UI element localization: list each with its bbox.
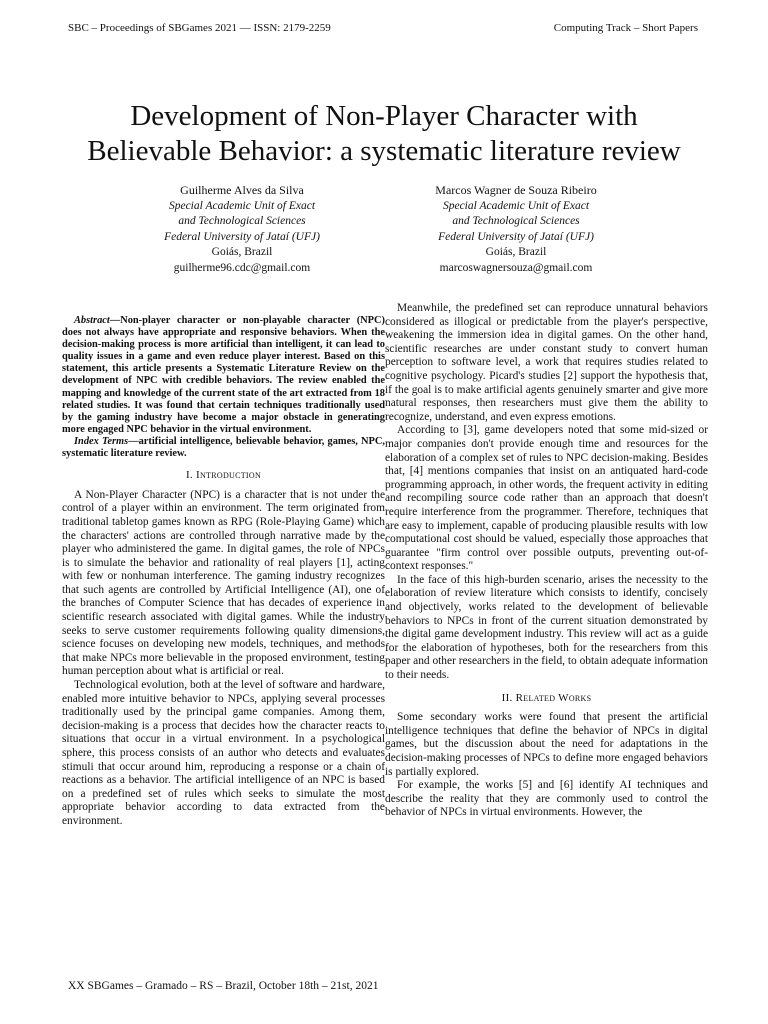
title-line-1: Development of Non-Player Character with: [130, 100, 638, 132]
paragraph: In the face of this high-burden scenario, arises the necessity to the elaboration of review literature which consists to identify, concisely and objectively, works related to the development of believable behaviors to NPCs in front of the current situation demonstrated by the digital game development industry. This review will act as a guide for the elaboration of hypotheses, both for the researchers from this paper and other researchers in the field, to obtain adequate information to their needs.: [385, 573, 708, 682]
abstract: [62, 315, 385, 436]
paragraph: Some secondary works were found that present the artificial intelligence techniques that define the behavior of NPCs in digital games, but the discussion about the need for adaptations in the decision-making processes of NPCs to define more engaged behaviors is partially explored.: [385, 711, 708, 778]
author-name: Guilherme Alves da Silva: [180, 183, 304, 197]
author-email: marcoswagnersouza@gmail.com: [439, 261, 593, 274]
paragraph: According to [3], game developers noted that some mid-sized or major companies don't provide enough time and resources for the elaboration of a complex set of rules to NPC decision-making. Besides that, [4] mentions companies that insist on an antiquated hard-code programming approach, in other words, the frequent activity in editing and recompiling source code rather than an approach that doesn't require interference from the programmer. Therefore, techniques that are easy to implement, capable of producing plausible results with low computational cost should be valued, especially those approaches that guarantee "firm control over possible outputs, preventing out-of-context responses.": [385, 424, 708, 573]
title-line-2: Believable Behavior: a systematic literature review: [87, 135, 681, 167]
index-terms-text: —artificial intelligence, believable behavior, games, NPC, systematic literature review.: [62, 435, 385, 460]
abstract-text: —Non-player character or non-playable character (NPC) does not always have appropriate and responsive behaviors. When the decision-making process is more artificial than intelligent, it can lead to quality issues in a game and even reduce player interest. Based on this statement, this article presents a Systematic Literature Review on the development of NPC with credible behaviors. The review enabled the mapping and knowledge of the current state of the art extracted from 18 related studies. It was found that certain techniques traditionally used by the gaming industry have become a major obstacle in generating more engaged NPC behavior in the virtual environment.: [62, 315, 385, 435]
author-affiliation: Federal University of Jataí (UFJ): [438, 230, 594, 243]
index-terms-label: Index Terms: [74, 435, 129, 447]
index-terms: [62, 436, 385, 460]
paper-title: [40, 99, 728, 169]
author-affiliation: Special Academic Unit of Exact: [442, 199, 590, 212]
author-block-2: [366, 183, 666, 276]
page-footer: XX SBGames – Gramado – RS – Brazil, October 18th – 21st, 2021: [68, 980, 379, 992]
paragraph: Meanwhile, the predefined set can reproduce unnatural behaviors considered as illogical or predictable from the player's perspective, weakening the immersion idea in digital games. On the other hand, scientific researches are under constant study to convert human perception to software level, a work that requires studies related to cognitive psychology. Picard's studies [2] support the hypothesis that, if the goal is to make artificial agents genuinely smarter and give more natural responses, then researchers must give them the ability to recognize, understand, and even express emotions.: [385, 302, 708, 423]
paragraph: A Non-Player Character (NPC) is a character that is not under the control of a player within an environment. The term originated from traditional tabletop games known as RPG (Role-Playing Game) which the characters' actions are controlled through narrative made by the player who administered the game. In digital games, the role of NPCs is to simulate the behavior and rationality of real players [1], acting with few or nonhuman interference. The gaming industry recognizes that such agents are controlled by Artificial Intelligence (AI), one of the branches of Computer Science that has decades of experience in scientific research associated with digital games. While the industry seeks to serve customer requirements following quality dimensions, science focuses on developing new models, techniques, and methods that make NPCs more believable in the proposed environment, testing human perception about what is artificial or real.: [62, 488, 385, 678]
author-affiliation: and Technological Sciences: [452, 215, 580, 227]
paragraph: For example, the works [5] and [6] identify AI techniques and describe the reality that they are commonly used to control the behavior of NPCs in virtual environments. However, the: [385, 779, 708, 819]
author-affiliation: Special Academic Unit of Exact: [168, 199, 316, 212]
author-email: guilherme96.cdc@gmail.com: [173, 261, 311, 274]
section-heading-introduction: I. Introduction: [185, 469, 262, 482]
author-location: Goiás, Brazil: [211, 246, 273, 258]
author-affiliation: Federal University of Jataí (UFJ): [164, 230, 320, 243]
header-proceedings: SBC – Proceedings of SBGames 2021 — ISSN: 2179-2259: [68, 22, 331, 34]
author-block-1: [92, 183, 392, 276]
paragraph: Technological evolution, both at the level of software and hardware, enabled more intuitive behavior to NPCs, applying several processes traditionally used by the principal game companies. Among them, decision-making is a process that decides how the character reacts to situations that occur in a virtual environment. In a psychological sphere, this process consists of an author who detects and evaluates stimuli that occur around him, reproducing a response or a chain of reactions as a behavior. The artificial intelligence of an NPC is based on a predefined set of rules which seeks to simulate the most appropriate behavior according to data extracted from the environment.: [62, 679, 385, 827]
author-location: Goiás, Brazil: [485, 246, 547, 258]
author-name: Marcos Wagner de Souza Ribeiro: [435, 183, 597, 197]
left-column: [62, 315, 385, 829]
header-track: Computing Track – Short Papers: [553, 22, 698, 34]
page-header: [68, 22, 698, 38]
right-column: [385, 302, 708, 820]
abstract-label: Abstract: [74, 315, 110, 326]
section-heading-related-works: II. Related Works: [501, 691, 592, 704]
author-affiliation: and Technological Sciences: [178, 215, 306, 227]
